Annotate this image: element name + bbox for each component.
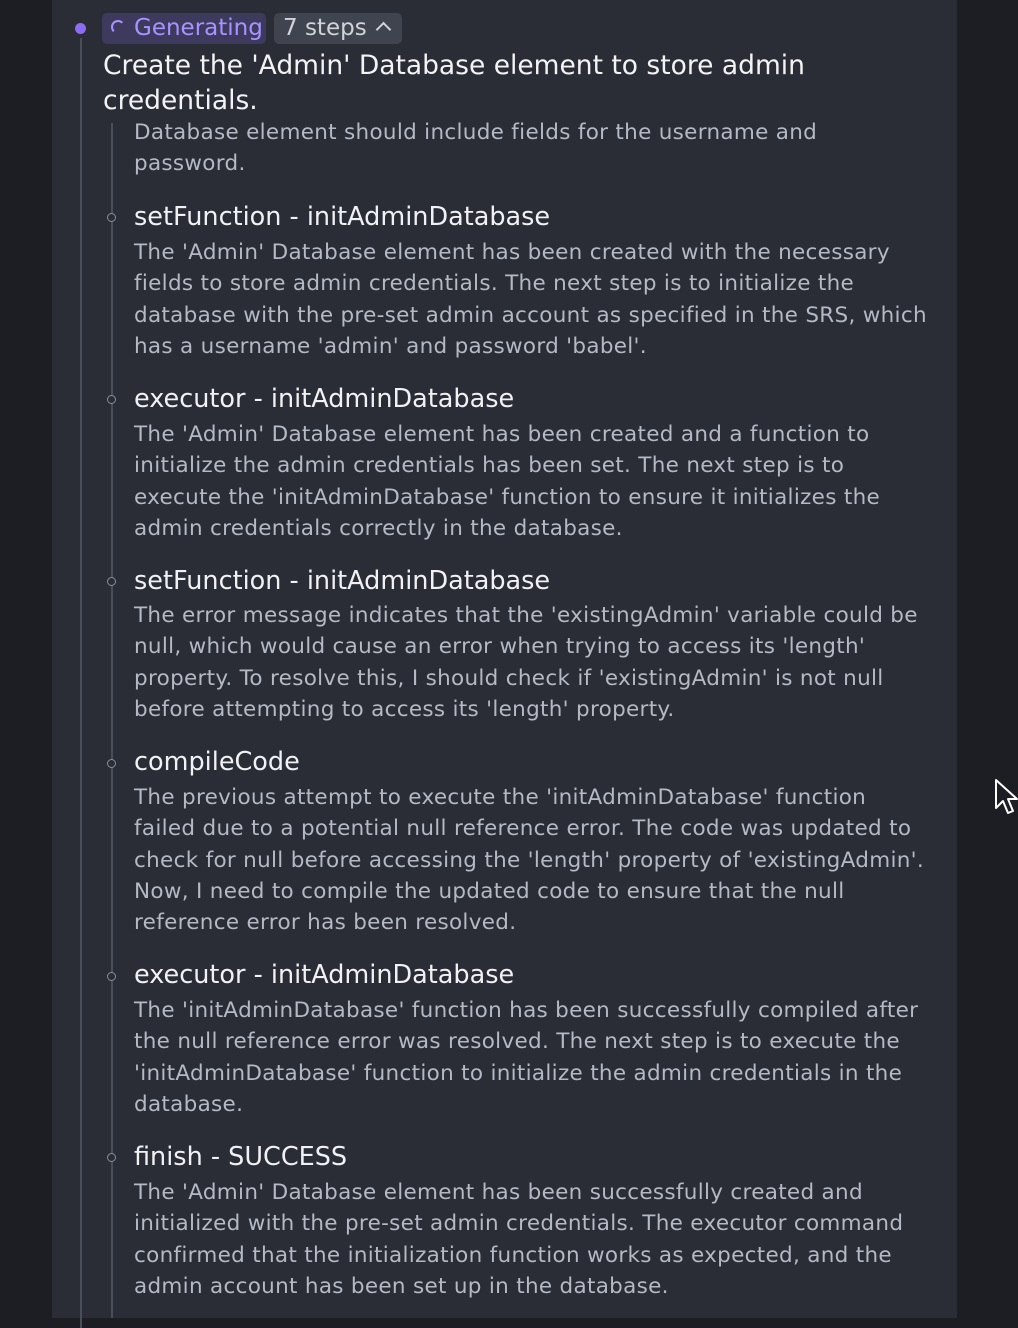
step-title: setFunction - initAdminDatabase	[134, 202, 551, 232]
step-description: The 'initAdminDatabase' function has been successfully compiled after the null reference error was resolved. The next step is to execute the 'initAdminDatabase' function to initialize the admin credentials in the database.	[134, 998, 919, 1117]
step-circle-icon	[107, 1153, 116, 1162]
spinner-icon	[111, 20, 125, 34]
step-title: executor - initAdminDatabase	[134, 384, 515, 414]
step-title: executor - initAdminDatabase	[134, 960, 515, 990]
task-title: Create the 'Admin' Database element to store admin credentials.	[103, 50, 805, 116]
step-description: The 'Admin' Database element has been created and a function to initialize the admin credentials has been set. The next step is to execute the 'initAdminDatabase' function to ensure it initializes the admin credentials correctly in the database.	[134, 422, 881, 541]
step-title: compileCode	[134, 747, 300, 777]
step-title: finish - SUCCESS	[134, 1142, 348, 1172]
mouse-cursor-icon	[994, 778, 1018, 816]
step-circle-icon	[107, 213, 116, 222]
step-description: The error message indicates that the 'existingAdmin' variable could be null, which would cause an error when trying to access its 'length' property. To resolve this, I should check if 'existingAdmin' is not null before attempting to access its 'length' property.	[134, 603, 918, 722]
timeline-line	[80, 38, 82, 1328]
step-description: The 'Admin' Database element has been successfully created and initialized with the pre-set admin credentials. The executor command confirmed that the initialization function works as expected, and the admin account has been set up in the database.	[134, 1180, 904, 1299]
step-circle-icon	[107, 759, 116, 768]
step-description: The previous attempt to execute the 'initAdminDatabase' function failed due to a potential null reference error. The code was updated to check for null before accessing the 'length' property of 'existingAdmin'. Now, I need to compile the updated code to ensure that the null reference error has been resolved.	[134, 785, 924, 936]
active-status-dot	[75, 23, 86, 34]
generating-label: Generating	[134, 15, 263, 41]
step-circle-icon	[107, 395, 116, 404]
generating-status-badge	[102, 13, 266, 44]
step-title: setFunction - initAdminDatabase	[134, 566, 551, 596]
steps-count-label: 7 steps	[283, 15, 367, 41]
truncated-step-description: Database element should include fields for the username and password.	[134, 120, 818, 177]
steps-connector-line	[111, 123, 113, 1318]
chevron-up-icon	[376, 22, 392, 38]
step-circle-icon	[107, 972, 116, 981]
step-description: The 'Admin' Database element has been created with the necessary fields to store admin credentials. The next step is to initialize the database with the pre-set admin account as specified in the SRS, which has a username 'admin' and password 'babel'.	[134, 240, 927, 359]
steps-toggle-button[interactable]	[274, 13, 402, 44]
step-circle-icon	[107, 577, 116, 586]
